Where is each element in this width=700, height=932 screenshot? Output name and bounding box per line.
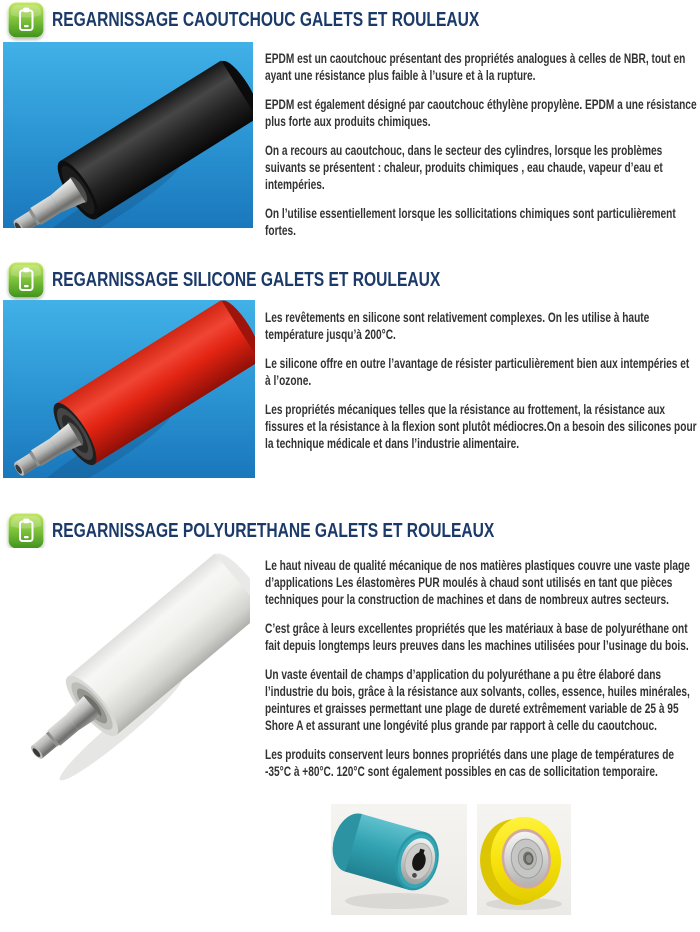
paragraph: Les produits conservent leurs bonnes propriétés dans une plage de températures de -35°C à +80°C. 120°C sont également possibles en cas de sollicitation temporaire. <box>265 747 675 779</box>
teal-roller-photo <box>331 804 467 915</box>
paragraph: C’est grâce à leurs excellentes propriétés que les matériaux à base de polyuréthane ont fait depuis longtemps leurs preuves dans les machines utilisées pour l’usinage du bois. <box>265 621 689 653</box>
paragraph: On a recours au caoutchouc, dans le secteur des cylindres, lorsque les problèmes suivants se présentent : chaleur, produits chimiques , eau chaude, vapeur d’eau et intempéries. <box>265 143 663 192</box>
paragraph: EPDM est également désigné par caoutchouc éthylène propylène. EPDM a une résistance plus forte aux produits chimiques. <box>265 97 697 129</box>
clipboard-icon <box>8 513 44 549</box>
section-title-silicone: REGARNISSAGE SILICONE GALETS ET ROULEAUX <box>52 269 441 291</box>
paragraph: On l’utilise essentiellement lorsque les sollicitations chimiques sont particulièrement fortes. <box>265 206 676 238</box>
section-text-caoutchouc <box>265 50 697 251</box>
white-roller-photo <box>0 548 250 788</box>
clipboard-icon <box>8 262 44 298</box>
paragraph: Le silicone offre en outre l’avantage de résister particulièrement bien aux intempéries et à l’ozone. <box>265 356 690 388</box>
section-text-polyurethane <box>265 557 697 792</box>
paragraph: Les propriétés mécaniques telles que la résistance au frottement, la résistance aux fissures et la résistance à la flexion sont plutôt médiocres.On a besoin des silicones pour la technique médicale et dans l’industrie alimentaire. <box>265 402 697 451</box>
red-roller-photo <box>3 300 255 478</box>
section-title-polyurethane: REGARNISSAGE POLYURETHANE GALETS ET ROULEAUX <box>52 520 495 542</box>
section-title-caoutchouc: REGARNISSAGE CAOUTCHOUC GALETS ET ROULEAUX <box>52 9 480 31</box>
section-caoutchouc <box>0 0 700 260</box>
paragraph: Un vaste éventail de champs d’application du polyuréthane a pu être élaboré dans l’industrie du bois, grâce à la résistance aux solvants, colles, essence, huiles minérales, peintures et graisses permettant une plage de dureté extrêmement variable de 25 à 95 Shore A et assurant une longévité plus grande par rapport à celle du caoutchouc. <box>265 667 690 733</box>
section-text-silicone <box>265 309 697 464</box>
paragraph: Les revêtements en silicone sont relativement complexes. On les utilise à haute température jusqu’à 200°C. <box>265 310 650 342</box>
section-silicone <box>0 260 700 511</box>
black-roller-photo <box>3 42 253 228</box>
paragraph: Le haut niveau de qualité mécanique de nos matières plastiques couvre une vaste plage d’applications Les élastomères PUR moulés à chaud sont utilisés en tant que pièces techniques pour la construction de machines et dans de nombreux autres secteurs. <box>265 558 690 607</box>
clipboard-icon <box>8 2 44 38</box>
yellow-wheel-photo <box>477 804 571 915</box>
section-polyurethane <box>0 511 700 932</box>
paragraph: EPDM est un caoutchouc présentant des propriétés analogues à celles de NBR, tout en ayant une résistance plus faible à l’usure et à la rupture. <box>265 51 686 83</box>
footer-photos <box>331 804 591 915</box>
